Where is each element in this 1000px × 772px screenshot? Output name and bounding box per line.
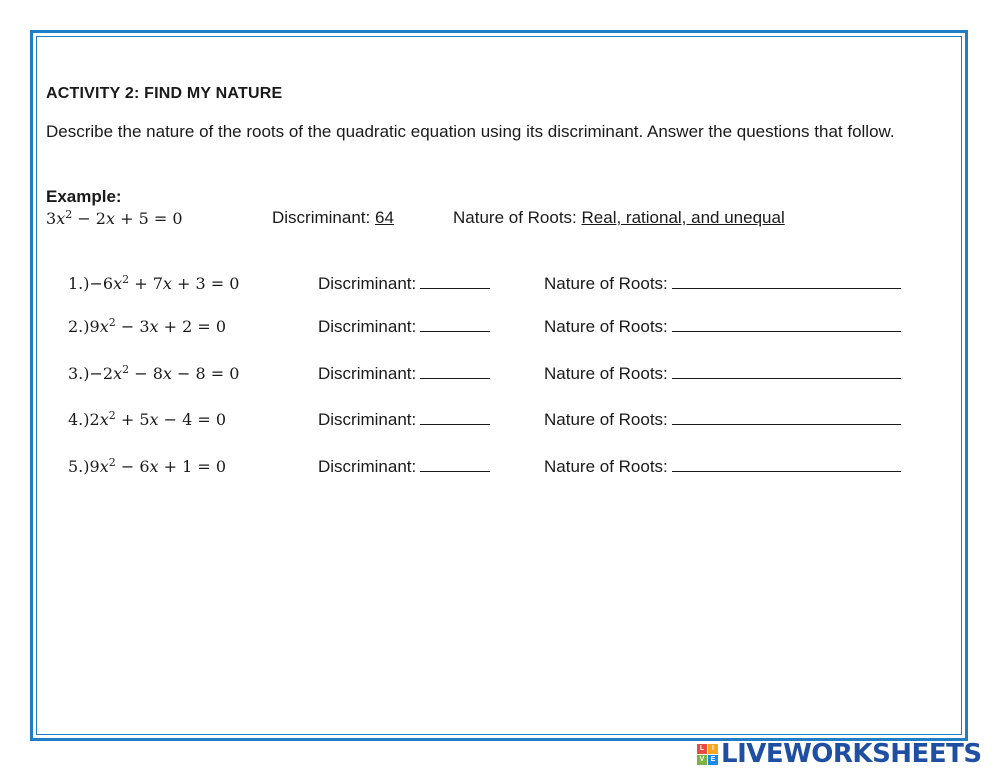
nature-label: Nature of Roots: [544,274,668,293]
example-equation: $3x^2 - 2x + 5 = 0$ [46,208,183,228]
discriminant-label: Discriminant: [318,364,417,383]
discriminant-label: Discriminant: [318,274,417,293]
example-label: Example: [46,187,122,206]
example-nature-value: Real, rational, and unequal [581,208,785,227]
item-1-nature [544,273,901,294]
item-3-nature [544,363,901,384]
nature-answer-blank[interactable] [672,456,901,472]
item-4-nature [544,409,901,430]
item-2-discriminant [318,316,490,337]
item-number: 5.) [68,457,90,476]
item-4-discriminant [318,409,490,430]
item-3-discriminant [318,363,490,384]
discriminant-label: Discriminant: [318,457,417,476]
nature-answer-blank[interactable] [672,363,901,379]
item-1-equation: $1.)-6x^2 + 7x + 3 = 0$ [68,273,240,293]
discriminant-label: Discriminant: [318,317,417,336]
nature-answer-blank[interactable] [672,316,901,332]
discriminant-label: Discriminant: [318,410,417,429]
nature-label: Nature of Roots: [544,364,668,383]
item-4-equation: $4.)2x^2 + 5x - 4 = 0$ [68,409,227,429]
discriminant-answer-blank[interactable] [420,456,490,472]
item-number: 4.) [68,410,90,429]
item-1-discriminant [318,273,490,294]
activity-instructions: Describe the nature of the roots of the quadratic equation using its discriminant. Answer the questions that follow. [46,122,895,141]
nature-label: Nature of Roots: [544,457,668,476]
example-discriminant-value: 64 [374,208,394,227]
nature-answer-blank[interactable] [672,273,901,289]
item-3-equation: $3.)-2x^2 - 8x - 8 = 0$ [68,363,240,383]
discriminant-answer-blank[interactable] [420,316,490,332]
example-discriminant-label: Discriminant: [272,208,371,227]
liveworksheets-logo [697,739,982,769]
activity-title: ACTIVITY 2: FIND MY NATURE [46,85,283,102]
item-5-equation: $5.)9x^2 - 6x + 1 = 0$ [68,456,227,476]
item-5-discriminant [318,456,490,477]
discriminant-answer-blank[interactable] [420,409,490,425]
example-nature-label: Nature of Roots: [453,208,577,227]
example-discriminant [272,208,394,228]
discriminant-answer-blank[interactable] [420,363,490,379]
logo-blocks-icon: L I V E [697,744,718,765]
item-2-nature [544,316,901,337]
nature-label: Nature of Roots: [544,317,668,336]
item-number: 3.) [68,364,90,383]
item-2-equation: $2.)9x^2 - 3x + 2 = 0$ [68,316,227,336]
nature-answer-blank[interactable] [672,409,901,425]
discriminant-answer-blank[interactable] [420,273,490,289]
item-number: 1.) [68,274,90,293]
example-nature [453,208,785,228]
item-number: 2.) [68,317,90,336]
logo-text: LIVEWORKSHEETS [721,739,982,769]
item-5-nature [544,456,901,477]
nature-label: Nature of Roots: [544,410,668,429]
